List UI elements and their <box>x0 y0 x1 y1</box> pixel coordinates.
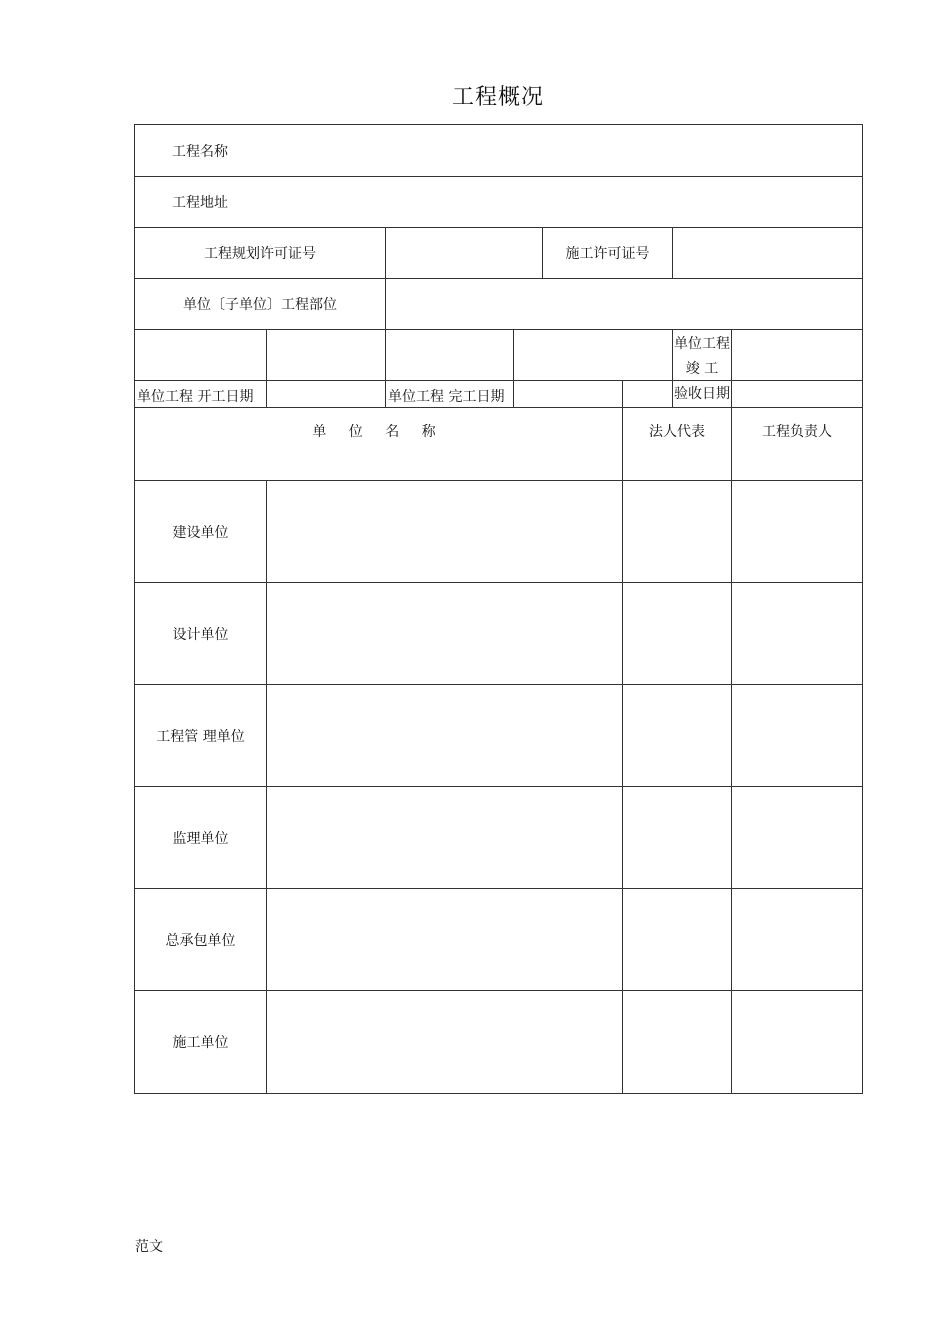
unit-label-design: 设计单位 <box>135 583 267 685</box>
start-date-label: 单位工程 开工日期 <box>135 330 267 408</box>
legal-rep-header: 法人代表 <box>623 381 732 481</box>
project-lead-cell[interactable] <box>732 685 863 787</box>
unit-name-cell[interactable] <box>267 583 623 685</box>
unit-part-label: 单位〔子单位〕工程部位 <box>135 279 386 330</box>
row-project-name <box>135 125 863 177</box>
units-header-row <box>135 381 863 481</box>
project-overview-table <box>134 124 863 408</box>
legal-rep-cell[interactable] <box>623 991 732 1094</box>
unit-label-supervision: 监理单位 <box>135 787 267 889</box>
project-lead-cell[interactable] <box>732 583 863 685</box>
unit-row <box>135 685 863 787</box>
project-address-label: 工程地址 <box>135 177 863 228</box>
acceptance-date-label-line2: 验收日期 <box>674 386 730 402</box>
unit-name-cell[interactable] <box>267 685 623 787</box>
unit-name-cell[interactable] <box>267 787 623 889</box>
legal-rep-cell[interactable] <box>623 889 732 991</box>
unit-label-project-management: 工程管 理单位 <box>135 685 267 787</box>
project-lead-cell[interactable] <box>732 481 863 583</box>
project-lead-cell[interactable] <box>732 991 863 1094</box>
legal-rep-cell[interactable] <box>623 583 732 685</box>
unit-row <box>135 583 863 685</box>
unit-label-construction-owner: 建设单位 <box>135 481 267 583</box>
footer-text: 范文 <box>135 1239 163 1255</box>
unit-name-cell[interactable] <box>267 481 623 583</box>
planning-permit-value[interactable] <box>386 228 543 279</box>
page-title: 工程概况 <box>451 85 544 110</box>
row-unit-part <box>135 279 863 330</box>
legal-rep-cell[interactable] <box>623 685 732 787</box>
unit-label-construction: 施工单位 <box>135 991 267 1094</box>
units-table <box>134 380 863 1094</box>
unit-part-value[interactable] <box>386 279 863 330</box>
project-lead-cell[interactable] <box>732 889 863 991</box>
unit-row <box>135 481 863 583</box>
planning-permit-label: 工程规划许可证号 <box>135 228 386 279</box>
unit-row <box>135 991 863 1094</box>
row-permits <box>135 228 863 279</box>
construction-permit-value[interactable] <box>673 228 863 279</box>
unit-name-cell[interactable] <box>267 991 623 1094</box>
project-lead-header: 工程负责人 <box>732 381 863 481</box>
unit-name-cell[interactable] <box>267 889 623 991</box>
unit-name-header: 单 位 名 称 <box>135 381 623 481</box>
construction-permit-label: 施工许可证号 <box>543 228 673 279</box>
project-name-label: 工程名称 <box>135 125 863 177</box>
unit-row <box>135 889 863 991</box>
unit-row <box>135 787 863 889</box>
legal-rep-cell[interactable] <box>623 787 732 889</box>
row-project-address <box>135 177 863 228</box>
unit-label-general-contractor: 总承包单位 <box>135 889 267 991</box>
finish-date-label: 单位工程 完工日期 <box>386 330 514 408</box>
project-lead-cell[interactable] <box>732 787 863 889</box>
acceptance-date-label-line1: 单位工程竣 工 <box>674 336 730 377</box>
legal-rep-cell[interactable] <box>623 481 732 583</box>
